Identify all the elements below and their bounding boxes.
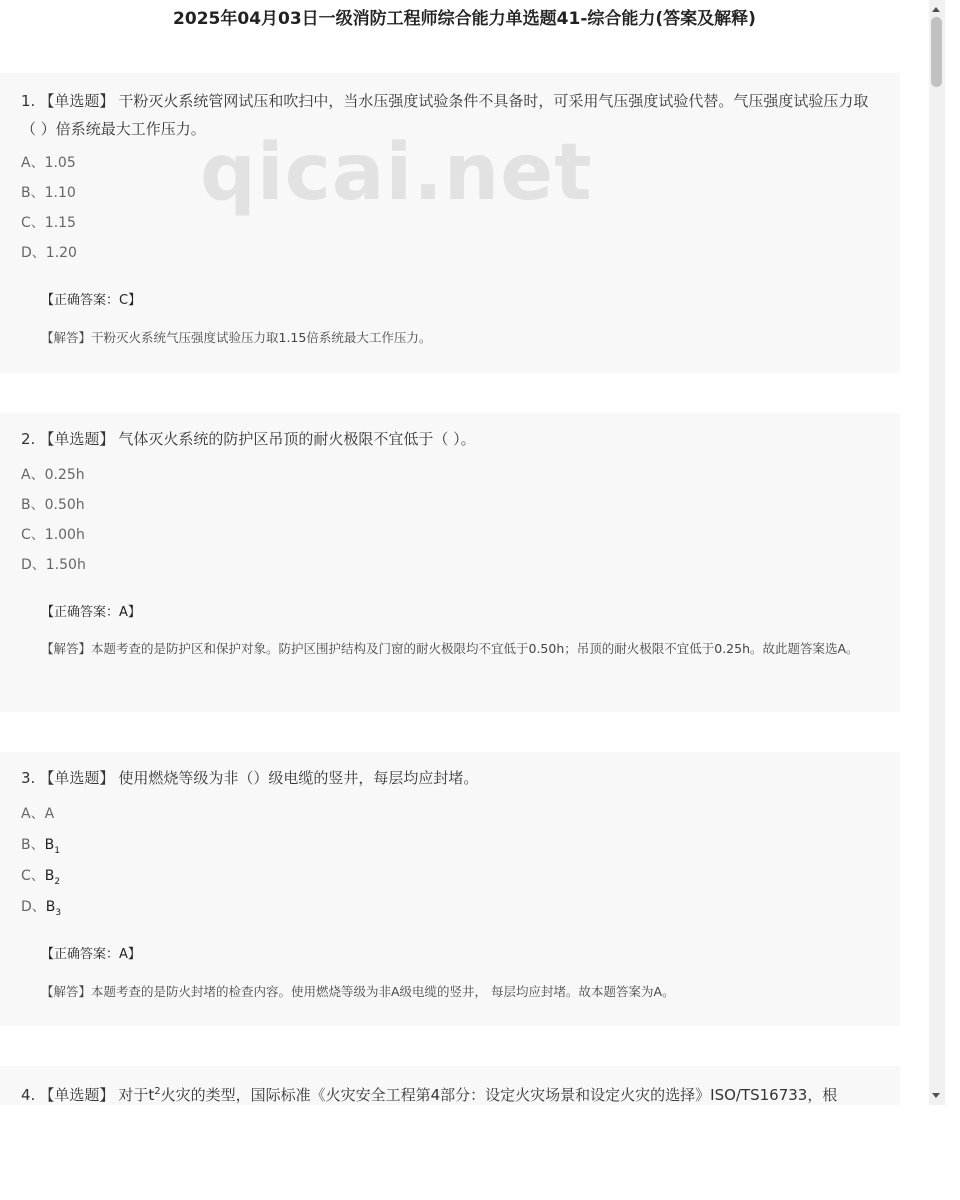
- question-body-sup: 2: [154, 1086, 161, 1097]
- question-body-post: 火灾的类型，国际标准《火灾安全工程第4部分：设定火灾场景和设定火灾的选择》ISO/TS16733，根: [160, 1086, 838, 1104]
- question-text: [21, 425, 878, 453]
- question-number: 1.: [21, 92, 36, 110]
- option-a[interactable]: A、A: [21, 806, 55, 822]
- question-type: 【单选题】: [39, 92, 115, 110]
- question-type: 【单选题】: [39, 769, 115, 787]
- question-number: 2.: [21, 430, 36, 448]
- option-d[interactable]: D、$B_3$: [21, 899, 62, 918]
- option-b[interactable]: B、$B_1$: [21, 837, 60, 856]
- scroll-up-arrow-icon[interactable]: [932, 7, 940, 12]
- answer-explanation: 【解答】本题考查的是防火封堵的检查内容。使用燃烧等级为非A级电缆的竖井， 每层均应封堵。故本题答案为A。: [41, 984, 675, 999]
- option-b[interactable]: B、1.10: [21, 185, 76, 201]
- correct-answer: 【正确答案：A】: [41, 947, 141, 962]
- correct-answer: 【正确答案：C】: [41, 293, 142, 308]
- question-text: [21, 1078, 878, 1105]
- correct-answer: 【正确答案：A】: [41, 605, 141, 620]
- question-text: [21, 87, 878, 143]
- option-a[interactable]: A、1.05: [21, 155, 76, 171]
- option-d[interactable]: D、1.20: [21, 245, 77, 261]
- option-c[interactable]: C、$B_2$: [21, 868, 61, 887]
- question-card-4: [0, 1066, 900, 1105]
- question-text: [21, 764, 878, 792]
- question-type: 【单选题】: [39, 430, 115, 448]
- question-number: 4.: [21, 1086, 36, 1104]
- question-body: 使用燃烧等级为非（）级电缆的竖井，每层均应封堵。: [118, 769, 479, 787]
- answer-explanation: 【解答】干粉灭火系统气压强度试验压力取1.15倍系统最大工作压力。: [41, 330, 432, 345]
- question-type: 【单选题】: [39, 1086, 115, 1104]
- question-body: 气体灭火系统的防护区吊顶的耐火极限不宜低于（ ）。: [118, 430, 476, 448]
- option-c[interactable]: C、1.15: [21, 215, 76, 231]
- option-b[interactable]: B、0.50h: [21, 497, 85, 513]
- option-d[interactable]: D、1.50h: [21, 557, 86, 573]
- option-c[interactable]: C、1.00h: [21, 527, 85, 543]
- scrollbar-thumb[interactable]: [931, 17, 942, 87]
- question-card-1: [0, 73, 900, 373]
- question-number: 3.: [21, 769, 36, 787]
- question-card-3: [0, 752, 900, 1026]
- vertical-scrollbar[interactable]: [929, 0, 945, 1105]
- page-title: 2025年04月03日一级消防工程师综合能力单选题41-综合能力(答案及解释): [173, 9, 756, 29]
- option-a[interactable]: A、0.25h: [21, 467, 85, 483]
- scroll-down-arrow-icon[interactable]: [932, 1093, 940, 1098]
- answer-explanation: 【解答】本题考查的是防护区和保护对象。防护区围护结构及门窗的耐火极限均不宜低于0.50h；吊顶的耐火极限不宜低于0.25h。故此题答案选A。: [41, 641, 859, 656]
- question-card-2: [0, 413, 900, 712]
- question-body: 干粉灭火系统管网试压和吹扫中，当水压强度试验条件不具备时，可采用气压强度试验代替。气压强度试验压力取（ ）倍系统最大工作压力。: [21, 92, 869, 138]
- watermark-text: qicai.net: [200, 128, 593, 218]
- question-body-pre: 对于t: [118, 1086, 155, 1104]
